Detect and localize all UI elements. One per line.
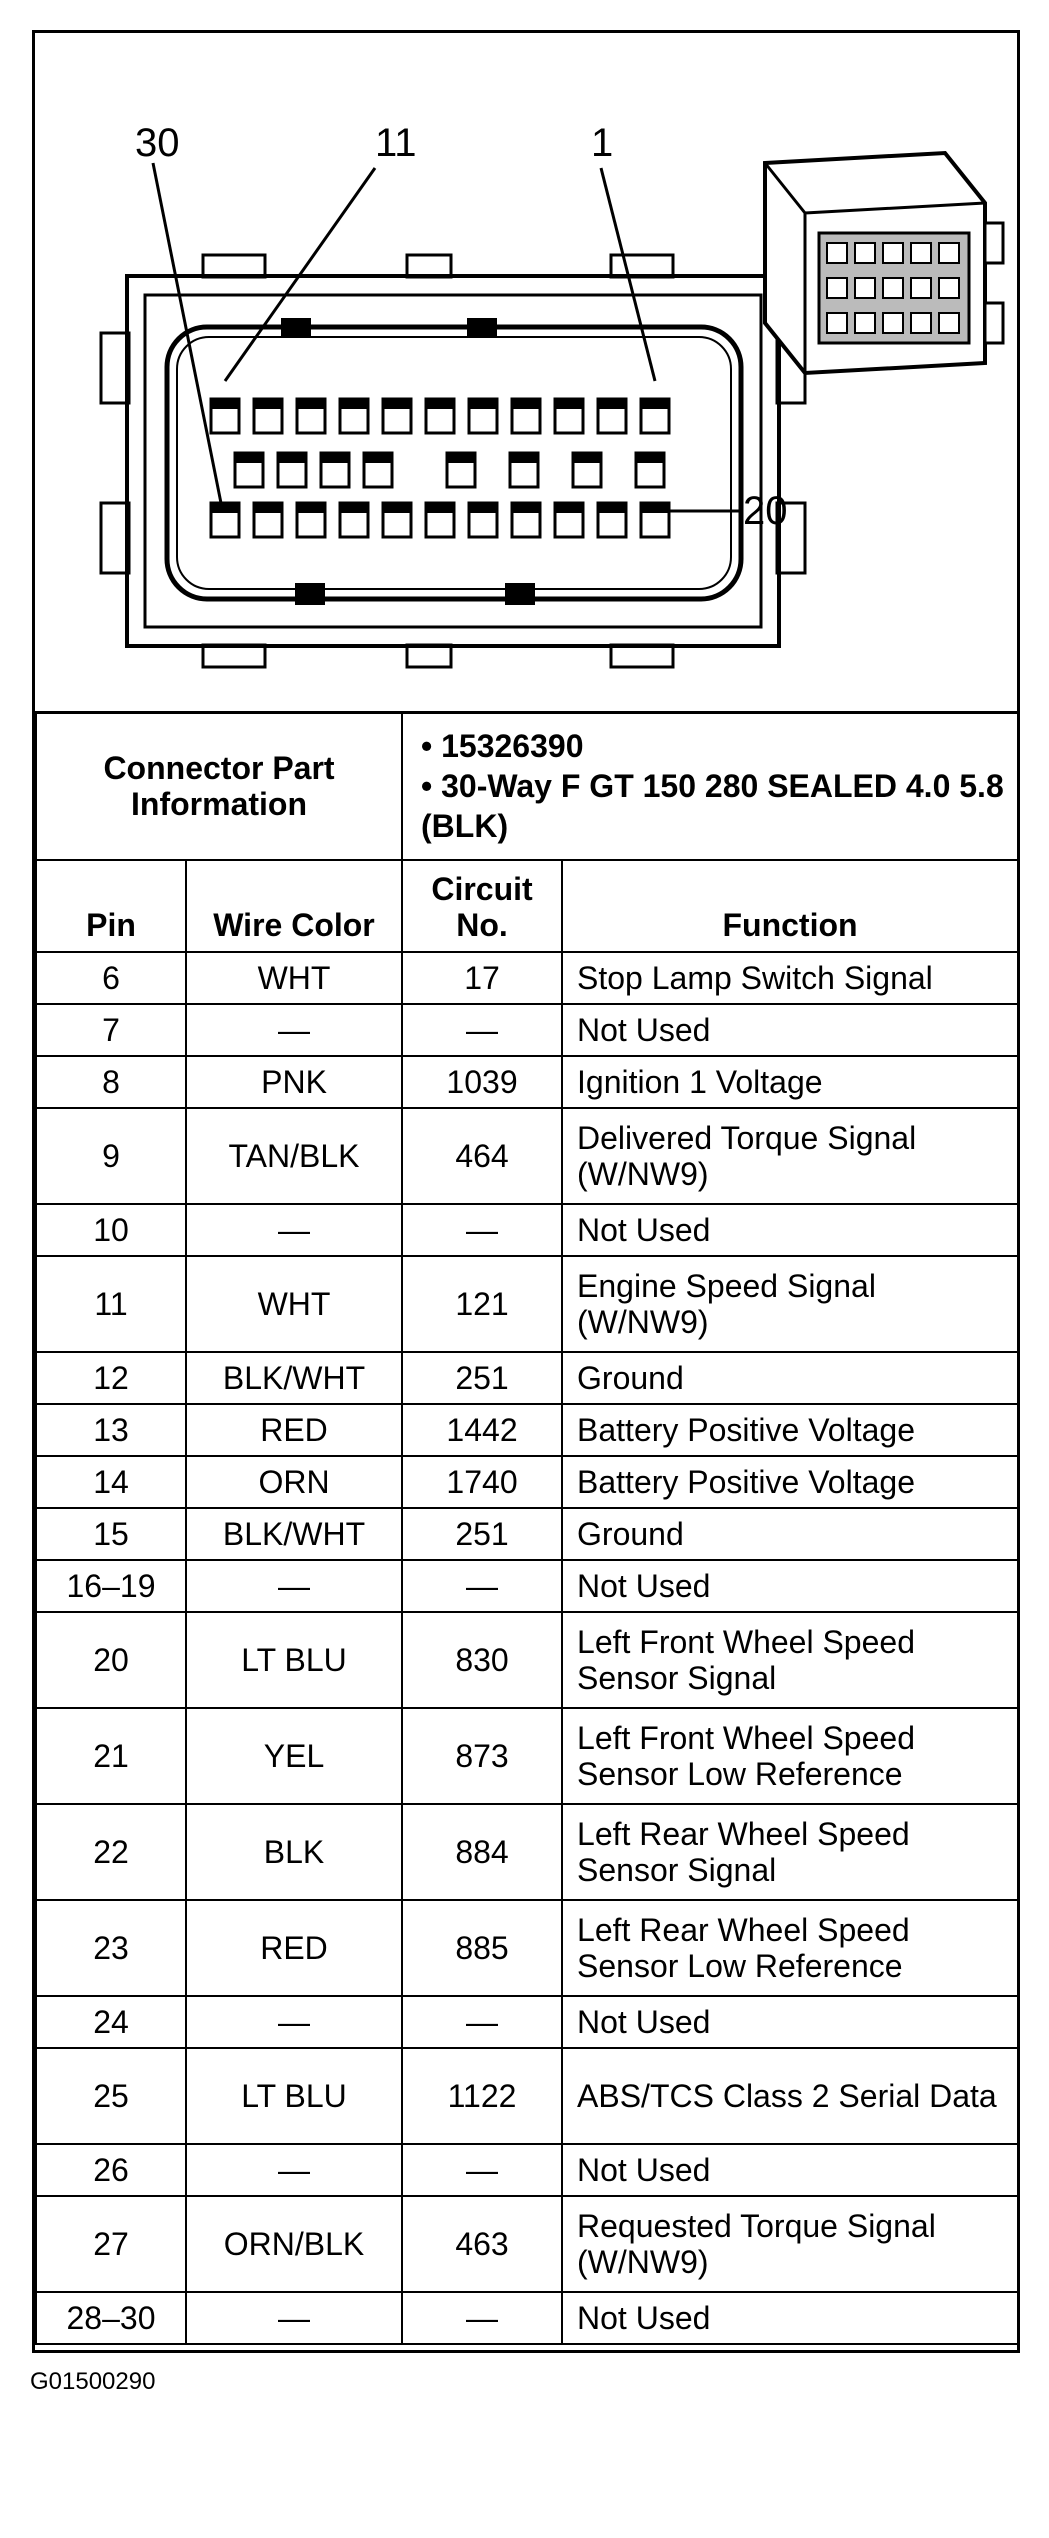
pin-cell: 23 bbox=[36, 1900, 186, 1996]
callout-pin-30: 30 bbox=[135, 121, 180, 165]
pin-cell: 11 bbox=[36, 1256, 186, 1352]
wire-color-cell: YEL bbox=[186, 1708, 402, 1804]
wire-color-cell: BLK/WHT bbox=[186, 1508, 402, 1560]
callout-pin-11: 11 bbox=[375, 121, 417, 165]
circuit-cell: — bbox=[402, 1560, 562, 1612]
function-cell: Ground bbox=[562, 1352, 1018, 1404]
function-cell: Left Rear Wheel Speed Sensor Signal bbox=[562, 1804, 1018, 1900]
header-pin: Pin bbox=[36, 860, 186, 952]
table-row bbox=[36, 1256, 1018, 1352]
wire-color-cell: LT BLU bbox=[186, 2048, 402, 2144]
connector-part-info-label: Connector Part Information bbox=[36, 712, 402, 860]
wire-color-cell: BLK/WHT bbox=[186, 1352, 402, 1404]
circuit-cell: 17 bbox=[402, 952, 562, 1004]
wire-color-cell: BLK bbox=[186, 1804, 402, 1900]
table-row bbox=[36, 1004, 1018, 1056]
wire-color-cell: LT BLU bbox=[186, 1612, 402, 1708]
pin-cell: 21 bbox=[36, 1708, 186, 1804]
wire-color-cell: — bbox=[186, 1004, 402, 1056]
function-cell: Battery Positive Voltage bbox=[562, 1456, 1018, 1508]
circuit-cell: 1442 bbox=[402, 1404, 562, 1456]
header-function: Function bbox=[562, 860, 1018, 952]
table-row bbox=[36, 1612, 1018, 1708]
function-cell: Not Used bbox=[562, 1560, 1018, 1612]
wire-color-cell: WHT bbox=[186, 952, 402, 1004]
table-row bbox=[36, 1900, 1018, 1996]
wire-color-cell: — bbox=[186, 2292, 402, 2344]
circuit-cell: 1122 bbox=[402, 2048, 562, 2144]
wire-color-cell: — bbox=[186, 1204, 402, 1256]
table-row bbox=[36, 1560, 1018, 1612]
circuit-cell: 121 bbox=[402, 1256, 562, 1352]
table-row bbox=[36, 2144, 1018, 2196]
wire-color-cell: — bbox=[186, 1560, 402, 1612]
connector-3d-icon bbox=[765, 153, 1003, 373]
circuit-cell: 873 bbox=[402, 1708, 562, 1804]
circuit-cell: 885 bbox=[402, 1900, 562, 1996]
connector-part-info bbox=[402, 712, 1018, 860]
function-cell: ABS/TCS Class 2 Serial Data bbox=[562, 2048, 1018, 2144]
wire-color-cell: — bbox=[186, 1996, 402, 2048]
function-cell: Requested Torque Signal (W/NW9) bbox=[562, 2196, 1018, 2292]
table-row bbox=[36, 1108, 1018, 1204]
circuit-cell: — bbox=[402, 1004, 562, 1056]
wire-color-cell: WHT bbox=[186, 1256, 402, 1352]
pin-cell: 27 bbox=[36, 2196, 186, 2292]
circuit-cell: 884 bbox=[402, 1804, 562, 1900]
circuit-cell: — bbox=[402, 2292, 562, 2344]
pin-cell: 9 bbox=[36, 1108, 186, 1204]
pin-cell: 14 bbox=[36, 1456, 186, 1508]
wire-color-cell: RED bbox=[186, 1404, 402, 1456]
pin-cell: 10 bbox=[36, 1204, 186, 1256]
wire-color-cell: RED bbox=[186, 1900, 402, 1996]
connector-sheet bbox=[32, 30, 1020, 2353]
table-row bbox=[36, 1996, 1018, 2048]
pinout-table bbox=[35, 711, 1019, 2345]
table-row bbox=[36, 1708, 1018, 1804]
pin-cell: 13 bbox=[36, 1404, 186, 1456]
function-cell: Left Front Wheel Speed Sensor Low Reference bbox=[562, 1708, 1018, 1804]
table-row bbox=[36, 1508, 1018, 1560]
table-row bbox=[36, 1056, 1018, 1108]
callout-pin-1: 1 bbox=[591, 121, 614, 165]
function-cell: Battery Positive Voltage bbox=[562, 1404, 1018, 1456]
connector-description: • 30-Way F GT 150 280 SEALED 4.0 5.8 (BLK) bbox=[421, 768, 1004, 844]
pin-cell: 12 bbox=[36, 1352, 186, 1404]
table-row bbox=[36, 1404, 1018, 1456]
wire-color-cell: TAN/BLK bbox=[186, 1108, 402, 1204]
pin-cell: 16–19 bbox=[36, 1560, 186, 1612]
function-cell: Left Front Wheel Speed Sensor Signal bbox=[562, 1612, 1018, 1708]
pin-cell: 15 bbox=[36, 1508, 186, 1560]
table-row bbox=[36, 1352, 1018, 1404]
pin-cell: 25 bbox=[36, 2048, 186, 2144]
function-cell: Not Used bbox=[562, 1004, 1018, 1056]
wire-color-cell: PNK bbox=[186, 1056, 402, 1108]
circuit-cell: — bbox=[402, 1996, 562, 2048]
table-row bbox=[36, 1456, 1018, 1508]
table-row bbox=[36, 1204, 1018, 1256]
function-cell: Not Used bbox=[562, 2144, 1018, 2196]
figure-id: G01500290 bbox=[30, 2368, 156, 2395]
pin-cell: 8 bbox=[36, 1056, 186, 1108]
function-cell: Not Used bbox=[562, 1204, 1018, 1256]
circuit-cell: — bbox=[402, 2144, 562, 2196]
table-row bbox=[36, 1804, 1018, 1900]
wire-color-cell: ORN bbox=[186, 1456, 402, 1508]
callout-pin-20: 20 bbox=[743, 489, 788, 533]
pin-cell: 20 bbox=[36, 1612, 186, 1708]
function-cell: Ground bbox=[562, 1508, 1018, 1560]
function-cell: Delivered Torque Signal (W/NW9) bbox=[562, 1108, 1018, 1204]
function-cell: Stop Lamp Switch Signal bbox=[562, 952, 1018, 1004]
function-cell: Not Used bbox=[562, 1996, 1018, 2048]
connector-part-number: • 15326390 bbox=[421, 728, 584, 764]
table-row bbox=[36, 952, 1018, 1004]
function-cell: Not Used bbox=[562, 2292, 1018, 2344]
circuit-cell: 464 bbox=[402, 1108, 562, 1204]
pin-cell: 24 bbox=[36, 1996, 186, 2048]
wire-color-cell: ORN/BLK bbox=[186, 2196, 402, 2292]
header-wire-color: Wire Color bbox=[186, 860, 402, 952]
connector-diagram bbox=[35, 33, 1017, 714]
circuit-cell: 463 bbox=[402, 2196, 562, 2292]
circuit-cell: 830 bbox=[402, 1612, 562, 1708]
circuit-cell: 251 bbox=[402, 1352, 562, 1404]
table-row bbox=[36, 2292, 1018, 2344]
function-cell: Ignition 1 Voltage bbox=[562, 1056, 1018, 1108]
header-circuit-no: Circuit No. bbox=[402, 860, 562, 952]
circuit-cell: — bbox=[402, 1204, 562, 1256]
pin-cell: 26 bbox=[36, 2144, 186, 2196]
circuit-cell: 1039 bbox=[402, 1056, 562, 1108]
circuit-cell: 251 bbox=[402, 1508, 562, 1560]
table-row bbox=[36, 2048, 1018, 2144]
function-cell: Left Rear Wheel Speed Sensor Low Reference bbox=[562, 1900, 1018, 1996]
table-row bbox=[36, 2196, 1018, 2292]
wire-color-cell: — bbox=[186, 2144, 402, 2196]
function-cell: Engine Speed Signal (W/NW9) bbox=[562, 1256, 1018, 1352]
pin-cell: 6 bbox=[36, 952, 186, 1004]
pin-cell: 22 bbox=[36, 1804, 186, 1900]
pin-cell: 7 bbox=[36, 1004, 186, 1056]
circuit-cell: 1740 bbox=[402, 1456, 562, 1508]
pin-cell: 28–30 bbox=[36, 2292, 186, 2344]
connector-face-drawing bbox=[35, 33, 1017, 708]
